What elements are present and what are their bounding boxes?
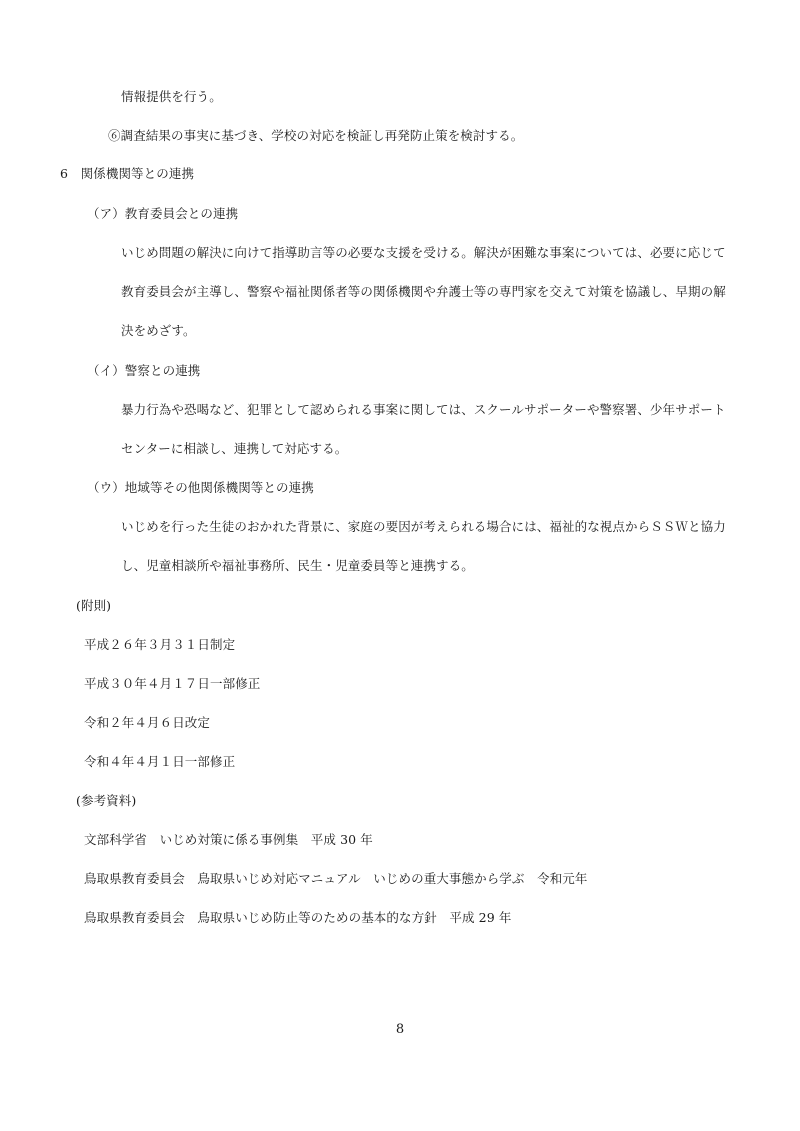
subsection-a-heading: （ア）教育委員会との連携 [87, 206, 239, 221]
subsection-a-line: いじめ問題の解決に向けて指導助言等の必要な支援を受ける。解決が困難な事案については、必要に応じて [121, 245, 726, 260]
subsection-u-line: し、児童相談所や福祉事務所、民生・児童委員等と連携する。 [121, 558, 474, 573]
supplementary-item: 令和２年４月６日改定 [84, 715, 211, 730]
subsection-u-heading: （ウ）地域等その他関係機関等との連携 [87, 480, 314, 495]
section-6-heading: 6 関係機関等との連携 [60, 166, 195, 181]
page-number: 8 [395, 1022, 405, 1037]
continued-text-line: 情報提供を行う。 [121, 89, 222, 104]
references-heading: (参考資料) [76, 793, 137, 808]
subsection-i-line: センターに相談し、連携して対応する。 [121, 441, 348, 456]
reference-item: 鳥取県教育委員会 鳥取県いじめ対応マニュアル いじめの重大事態から学ぶ 令和元年 [84, 871, 588, 886]
supplementary-heading: (附則) [76, 598, 112, 613]
subsection-i-heading: （イ）警察との連携 [87, 363, 201, 378]
subsection-a-line: 決をめざす。 [121, 323, 196, 338]
supplementary-item: 平成３０年４月１７日一部修正 [84, 676, 261, 691]
reference-item: 鳥取県教育委員会 鳥取県いじめ防止等のための基本的な方針 平成 29 年 [84, 910, 512, 925]
subsection-i-line: 暴力行為や恐喝など、犯罪として認められる事案に関しては、スクールサポーターや警察署、少年サポート [121, 402, 726, 417]
supplementary-item: 平成２６年３月３１日制定 [84, 637, 236, 652]
supplementary-item: 令和４年４月１日一部修正 [84, 754, 236, 769]
item-6: ⑥調査結果の事実に基づき、学校の対応を検証し再発防止策を検討する。 [108, 128, 524, 143]
subsection-u-line: いじめを行った生徒のおかれた背景に、家庭の要因が考えられる場合には、福祉的な視点からＳＳＷと協力 [121, 519, 726, 534]
reference-item: 文部科学省 いじめ対策に係る事例集 平成 30 年 [84, 832, 373, 847]
subsection-a-line: 教育委員会が主導し、警察や福祉関係者等の関係機関や弁護士等の専門家を交えて対策を協議し、早期の解 [121, 284, 726, 299]
